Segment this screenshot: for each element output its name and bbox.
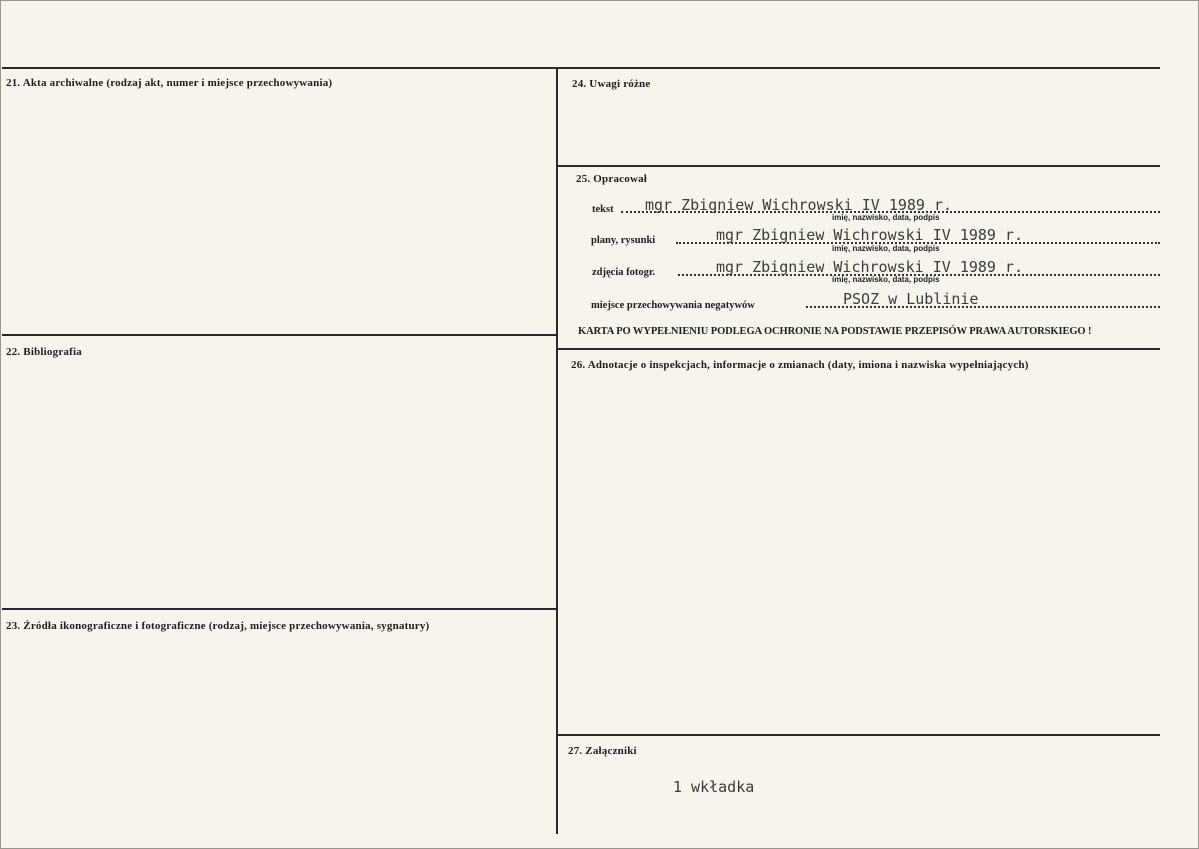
row-negatywy-label: miejsce przechowywania negatywów	[591, 300, 755, 311]
section-27-label: 27. Załączniki	[568, 745, 637, 757]
section-22-label: 22. Bibliografia	[6, 346, 82, 358]
row-plany-label: plany, rysunki	[591, 235, 656, 246]
rule-26-27	[558, 734, 1160, 736]
rule-25-26	[558, 348, 1160, 350]
row-zdjecia-hint: imię, nazwisko, data, podpis	[832, 275, 940, 284]
section-21-label: 21. Akta archiwalne (rodzaj akt, numer i miejsce przechowywania)	[6, 77, 333, 89]
row-negatywy-value: PSOZ w Lublinie	[843, 290, 979, 308]
row-tekst-value: mgr Zbigniew Wichrowski IV 1989 r.	[645, 196, 953, 214]
copyright-notice: KARTA PO WYPEŁNIENIU PODLEGA OCHRONIE NA PODSTAWIE PRZEPISÓW PRAWA AUTORSKIEGO !	[578, 326, 1092, 337]
attachments-value: 1 wkładka	[673, 778, 755, 796]
rule-24-25	[558, 165, 1160, 167]
section-23-label: 23. Źródła ikonograficzne i fotograficzne (rodzaj, miejsce przechowywania, sygnatury)	[6, 620, 430, 632]
section-26-label: 26. Adnotacje o inspekcjach, informacje o zmianach (daty, imiona i nazwiska wypełniających)	[571, 359, 1029, 371]
section-25-label: 25. Opracował	[576, 173, 648, 185]
row-tekst-label: tekst	[592, 204, 614, 215]
row-tekst-hint: imię, nazwisko, data, podpis	[832, 213, 940, 222]
row-plany-value: mgr Zbigniew Wichrowski IV 1989 r.	[716, 226, 1024, 244]
rule-21-22	[2, 334, 558, 336]
rule-22-23	[2, 608, 558, 610]
row-plany-hint: imię, nazwisko, data, podpis	[832, 244, 940, 253]
top-rule	[2, 67, 1160, 69]
row-zdjecia-label: zdjęcia fotogr.	[592, 267, 656, 278]
section-24-label: 24. Uwagi różne	[572, 78, 651, 90]
row-zdjecia-value: mgr Zbigniew Wichrowski IV 1989 r.	[716, 258, 1024, 276]
center-divider	[556, 67, 558, 834]
